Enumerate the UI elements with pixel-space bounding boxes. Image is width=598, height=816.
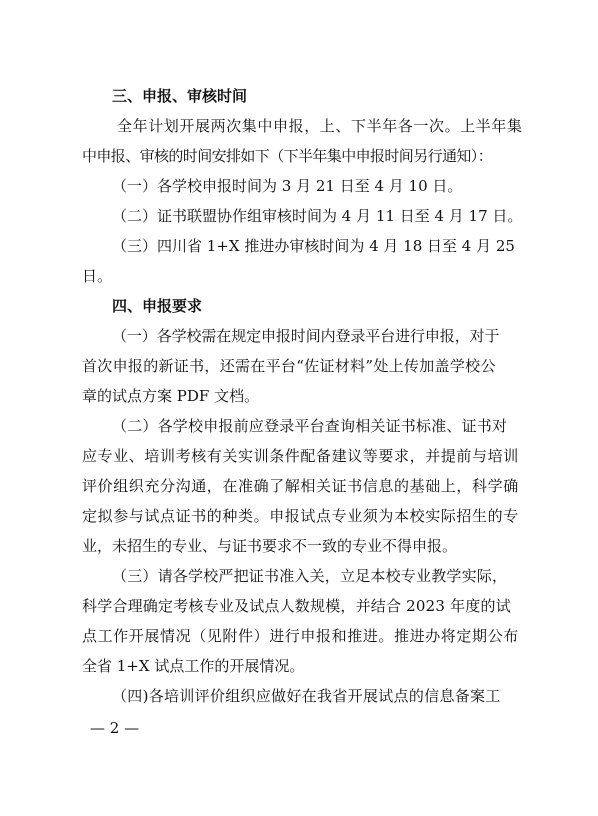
paragraph-line: 全年计划开展两次集中申报，上、下半年各一次。上半年集 — [117, 117, 523, 135]
paragraph-line: （二）各学校申报前应登录平台查询相关证书标准、证书对 — [112, 417, 508, 435]
page-number: — 2 — — [90, 719, 140, 737]
paragraph-line: 首次申报的新证书，还需在平台“佐证材料”处上传加盖学校公 — [82, 357, 496, 375]
paragraph-line: （三）请各学校严把证书准入关，立足本校专业教学实际， — [112, 567, 508, 585]
paragraph-line: 全省 1+X 试点工作的开展情况。 — [82, 657, 305, 675]
list-item-1: （一）各学校申报时间为 3 月 21 日至 4 月 10 日。 — [112, 177, 463, 195]
list-item-2: （二）证书联盟协作组审核时间为 4 月 11 日至 4 月 17 日。 — [112, 207, 523, 225]
paragraph-line: 业，未招生的专业、与证书要求不一致的专业不得申报。 — [82, 537, 458, 555]
paragraph-line: 章的试点方案 PDF 文档。 — [82, 387, 260, 405]
paragraph-line: 评价组织充分沟通，在准确了解相关证书信息的基础上，科学确 — [82, 477, 519, 495]
paragraph-line: （四)各培训评价组织应做好在我省开展试点的信息备案工 — [112, 687, 501, 705]
paragraph-line: 定拟参与试点证书的种类。申报试点专业须为本校实际招生的专 — [82, 507, 519, 525]
paragraph-line: 中申报、审核的时间安排如下（下半年集中申报时间另行通知）： — [82, 147, 493, 165]
paragraph-line: 应专业、培训考核有关实训条件配备建议等要求，并提前与培训 — [82, 447, 519, 465]
paragraph-line: 科学合理确定考核专业及试点人数规模，并结合 2023 年度的试 — [82, 597, 511, 615]
paragraph-line: 日。 — [82, 267, 113, 285]
paragraph-line: （一）各学校需在规定申报时间内登录平台进行申报，对于 — [112, 327, 500, 345]
paragraph-line: 点工作开展情况（见附件）进行申报和推进。推进办将定期公布 — [82, 627, 519, 645]
section-heading-3: 三、申报、审核时间 — [112, 87, 248, 105]
section-heading-4: 四、申报要求 — [112, 297, 203, 315]
list-item-3: （三）四川省 1+X 推进办审核时间为 4 月 18 日至 4 月 25 — [112, 237, 515, 255]
